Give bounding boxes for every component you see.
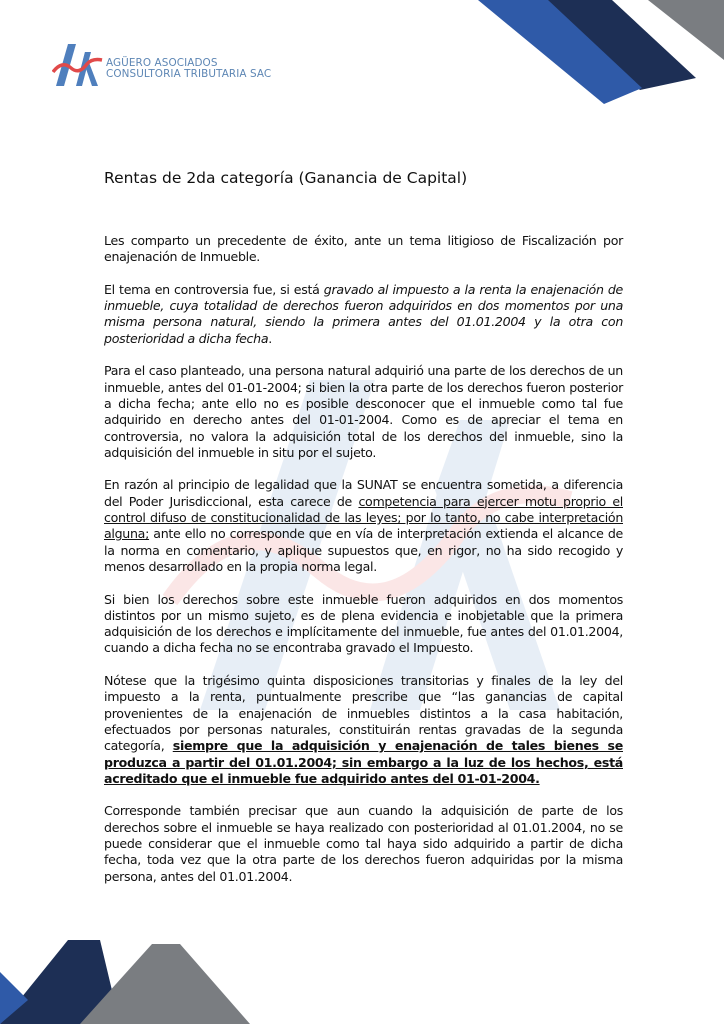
paragraph-3: Para el caso planteado, una persona natural adquirió una parte de los derechos de un inmueble, antes del 01-01-2004; si bien la otra parte de los derechos fueron posterior a dicha fecha; ante ello no es posible desconocer que el inmueble como tal fue adquirido en derecho antes del 01-01-2004. Como es de apreciar el tema en controversia, no valora la adquisición total de los derechos del inmueble, sino la adquisición del inmueble in situ por el sujeto. — [104, 363, 623, 460]
document-title: Rentas de 2da categoría (Ganancia de Capital) — [104, 169, 468, 187]
document-body — [104, 233, 623, 901]
company-name — [106, 58, 271, 80]
company-name-line1: AGÜERO ASOCIADOS — [106, 57, 218, 69]
paragraph-5: Si bien los derechos sobre este inmueble fueron adquiridos en dos momentos distintos por un mismo sujeto, es de plena evidencia e inobjetable que la primera adquisición de los derechos e implícitamente del inmueble, fue antes del 01.01.2004, cuando a dicha fecha no se encontraba gravado el Impuesto. — [104, 591, 623, 656]
paragraph-6: Nótese que la trigésimo quinta disposiciones transitorias y finales de la ley del impuesto a la renta, puntualmente prescribe que “las ganancias de capital provenientes de la enajenación de inmuebles distintos a la casa habitación, efectuados por personas naturales, constituirán rentas gravadas de la segunda categoría, siempre que la adquisición y enajenación de tales bienes se produzca a partir del 01.01.2004; sin embargo a la luz de los hechos, está acreditado que el inmueble fue adquirido antes del 01-01-2004. — [104, 673, 623, 786]
paragraph-4: En razón al principio de legalidad que la SUNAT se encuentra sometida, a diferencia del Poder Jurisdiccional, esta carece de competencia para ejercer motu proprio el control difuso de constitucionalidad de las leyes; por lo tanto, no cabe interpretación alguna; ante ello no corresponde que en vía de interpretación extienda el alcance de la norma en comentario, y aplique supuestos que, en rigor, no ha sido recogido y menos desarrollado en la propia norma legal. — [104, 477, 623, 574]
paragraph-1: Les comparto un precedente de éxito, ante un tema litigioso de Fiscalización por enajenación de Inmueble. — [104, 233, 623, 265]
company-name-line2: CONSULTORIA TRIBUTARIA SAC — [106, 68, 272, 80]
company-logo-icon — [52, 40, 104, 88]
paragraph-7: Corresponde también precisar que aun cuando la adquisición de parte de los derechos sobre el inmueble se haya realizado con posterioridad al 01.01.2004, no se puede considerar que el inmueble como tal haya sido adquirido a partir de dicha fecha, toda vez que la otra parte de los derechos fueron adquiridas por la misma persona, antes del 01.01.2004. — [104, 803, 623, 884]
paragraph-2: El tema en controversia fue, si está gravado al impuesto a la renta la enajenación de inmueble, cuya totalidad de derechos fueron adquiridos en dos momentos por una misma persona natural, siendo la primera antes del 01.01.2004 y la otra con posterioridad a dicha fecha. — [104, 281, 623, 346]
